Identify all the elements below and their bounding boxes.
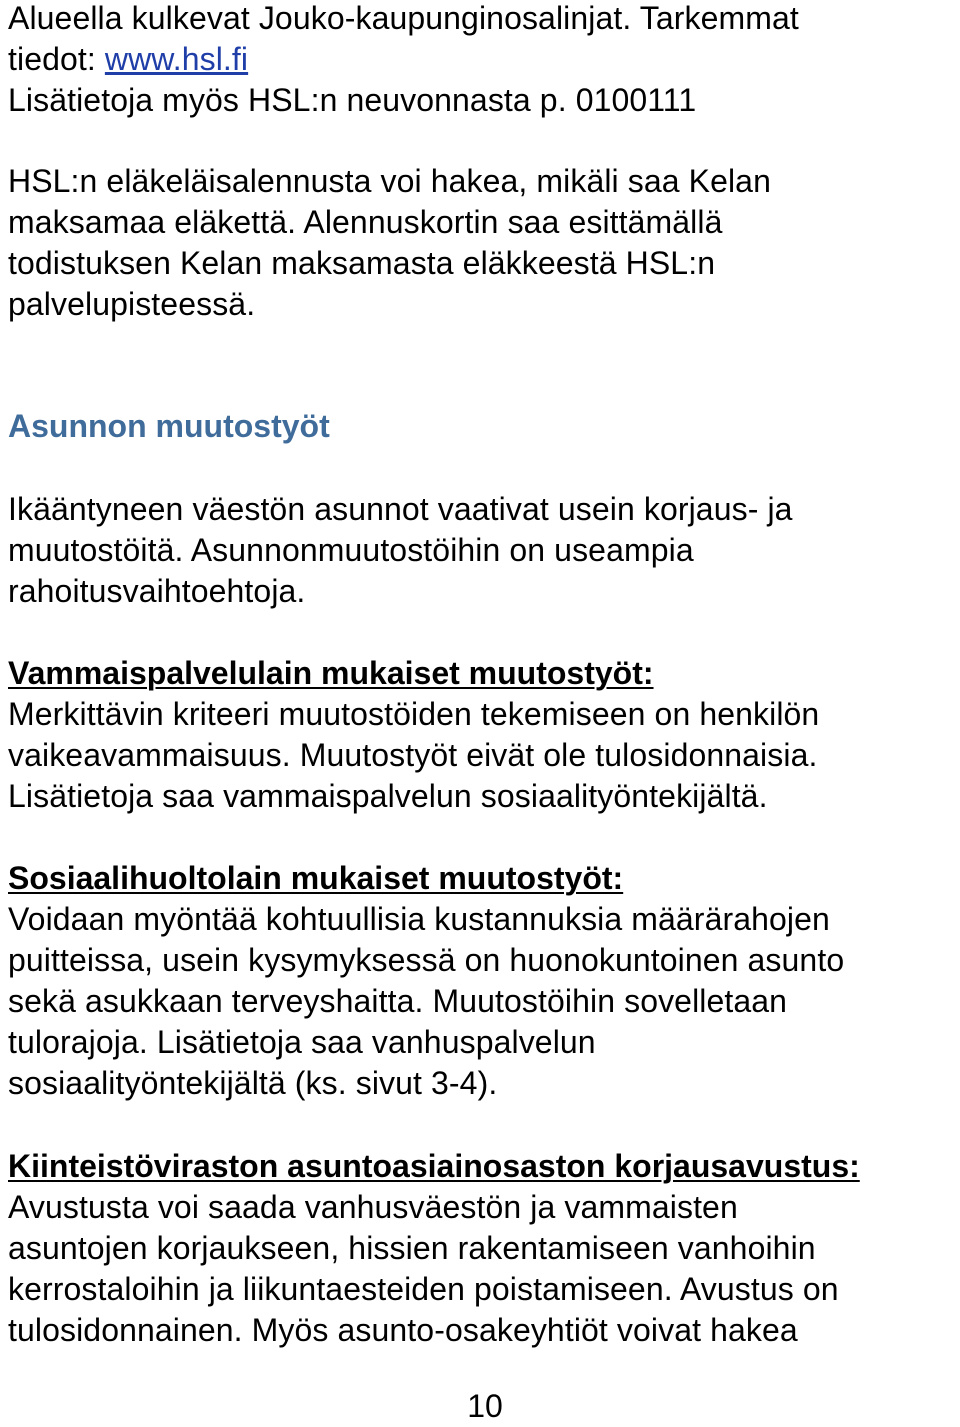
renovation-line: muutostöitä. Asunnonmuutostöihin on useampia [8,532,694,568]
disability-heading: Vammaispalvelulain mukaiset muutostyöt: [8,655,654,691]
social-welfare-line: Voidaan myöntää kohtuullisia kustannuksia määrärahojen [8,901,830,937]
pension-line: maksamaa eläkettä. Alennuskortin saa esittämällä [8,204,723,240]
pension-line: todistuksen Kelan maksamasta eläkkeestä HSL:n [8,245,716,281]
intro-line-2-prefix: tiedot: [8,41,105,77]
renovation-line: Ikääntyneen väestön asunnot vaativat usein korjaus- ja [8,491,793,527]
social-welfare-line: tulorajoja. Lisätietoja saa vanhuspalvelun [8,1024,596,1060]
repair-grant-line: kerrostaloihin ja liikuntaesteiden poistamiseen. Avustus on [8,1271,839,1307]
social-welfare-section [8,858,844,1104]
hsl-website-link[interactable]: www.hsl.fi [104,41,249,77]
social-welfare-line: puitteissa, usein kysymyksessä on huonokuntoinen asunto [8,942,845,978]
page-number: 10 [467,1388,503,1424]
intro-paragraph [8,0,799,121]
intro-line-3: Lisätietoja myös HSL:n neuvonnasta p. 0100111 [8,82,697,118]
social-welfare-line: sekä asukkaan terveyshaitta. Muutostöihin sovelletaan [8,983,788,1019]
social-welfare-heading: Sosiaalihuoltolain mukaiset muutostyöt: [8,860,624,896]
repair-grant-line: tulosidonnainen. Myös asunto-osakeyhtiöt voivat hakea [8,1312,798,1348]
renovation-section [8,406,330,447]
disability-line: Merkittävin kriteeri muutostöiden tekemiseen on henkilön [8,696,820,732]
disability-line: vaikeavammaisuus. Muutostyöt eivät ole tulosidonnaisia. [8,737,818,773]
repair-grant-heading: Kiinteistöviraston asuntoasiainosaston korjausavustus: [8,1148,860,1184]
repair-grant-line: asuntojen korjaukseen, hissien rakentamiseen vanhoihin [8,1230,816,1266]
repair-grant-section [8,1146,860,1351]
intro-line-1: Alueella kulkevat Jouko-kaupunginosalinjat. Tarkemmat [8,0,799,36]
disability-line: Lisätietoja saa vammaispalvelun sosiaalityöntekijältä. [8,778,768,814]
renovation-paragraph [8,489,793,612]
pension-line: palvelupisteessä. [8,286,256,322]
social-welfare-line: sosiaalityöntekijältä (ks. sivut 3-4). [8,1065,498,1101]
pension-paragraph [8,161,771,325]
repair-grant-line: Avustusta voi saada vanhusväestön ja vammaisten [8,1189,738,1225]
renovation-heading: Asunnon muutostyöt [8,408,330,444]
renovation-line: rahoitusvaihtoehtoja. [8,573,306,609]
pension-line: HSL:n eläkeläisalennusta voi hakea, mikäli saa Kelan [8,163,771,199]
disability-section [8,653,819,817]
